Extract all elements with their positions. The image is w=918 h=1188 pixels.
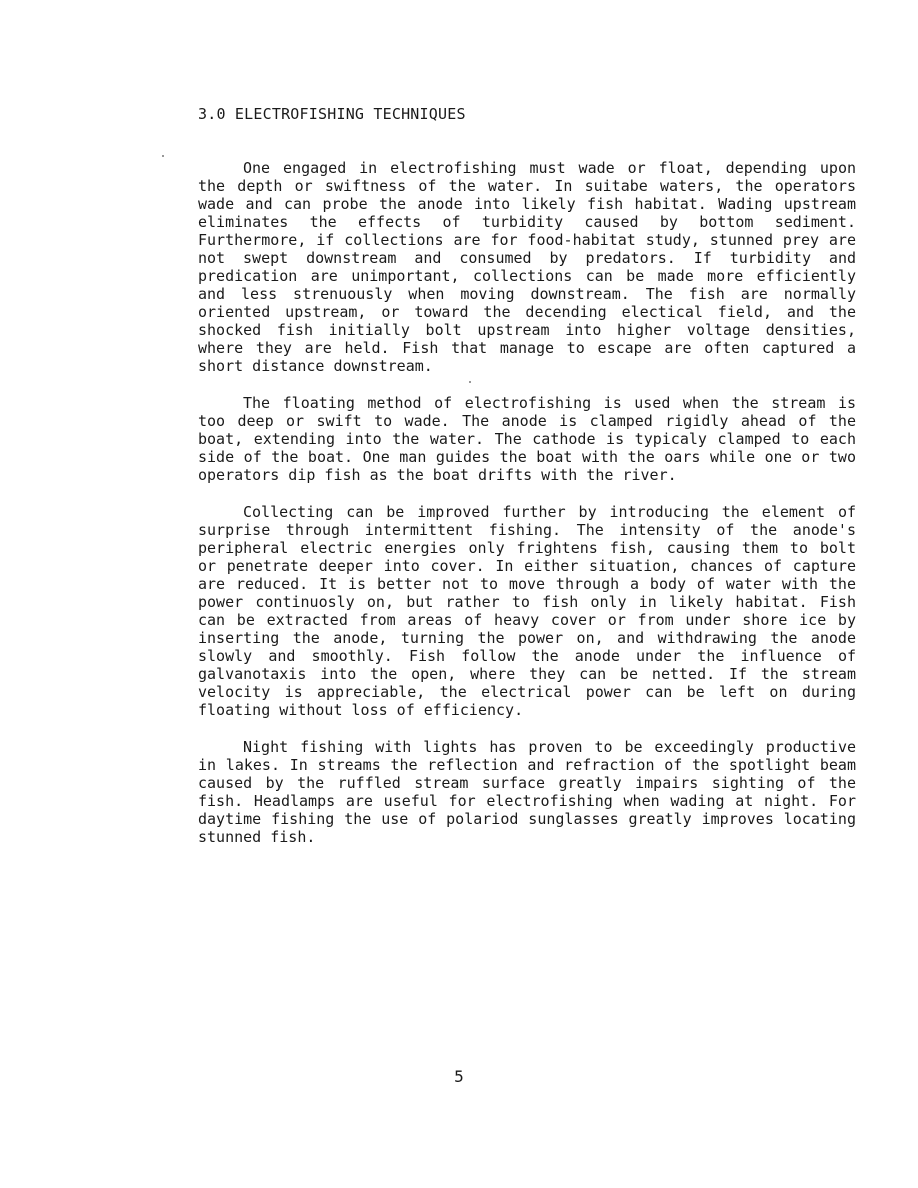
scan-speck	[162, 155, 164, 157]
body-text	[198, 159, 856, 865]
paragraph-wading-vs-floating: One engaged in electrofishing must wade or float, depending upon the depth or swiftness of the water. In suitabe waters, the operators wade and can probe the anode into likely fish habitat. Wading upstream eliminates the effects of turbidity caused by bottom sediment. Furthermore, if collections are for food-habitat study, stunned prey are not swept downstream and consumed by predators. If turbidity and predication are unimportant, collections can be made more efficiently and less strenuously when moving downstream. The fish are normally oriented upstream, or toward the decending electical field, and the shocked fish initially bolt upstream into higher voltage densities, where they are held. Fish that manage to escape are often captured a short distance downstream.	[198, 159, 856, 375]
paragraph-night-fishing: Night fishing with lights has proven to be exceedingly productive in lakes. In streams the reflection and refraction of the spotlight beam caused by the ruffled stream surface greatly impairs sighting of the fish. Headlamps are useful for electrofishing when wading at night. For daytime fishing the use of polariod sunglasses greatly improves locating stunned fish.	[198, 738, 856, 846]
paragraph-intermittent-fishing: Collecting can be improved further by introducing the element of surprise through intermittent fishing. The intensity of the anode's peripheral electric energies only frightens fish, causing them to bolt or penetrate deeper into cover. In either situation, chances of capture are reduced. It is better not to move through a body of water with the power continuosly on, but rather to fish only in likely habitat. Fish can be extracted from areas of heavy cover or from under shore ice by inserting the anode, turning the power on, and withdrawing the anode slowly and smoothly. Fish follow the anode under the influence of galvanotaxis into the open, where they can be netted. If the stream velocity is appreciable, the electrical power can be left on during floating without loss of efficiency.	[198, 503, 856, 719]
page-number: 5	[454, 1067, 464, 1086]
paragraph-floating-method: The floating method of electrofishing is used when the stream is too deep or swift to wade. The anode is clamped rigidly ahead of the boat, extending into the water. The cathode is typicaly clamped to each side of the boat. One man guides the boat with the oars while one or two operators dip fish as the boat drifts with the river.	[198, 394, 856, 484]
section-heading: 3.0 ELECTROFISHING TECHNIQUES	[198, 105, 466, 123]
